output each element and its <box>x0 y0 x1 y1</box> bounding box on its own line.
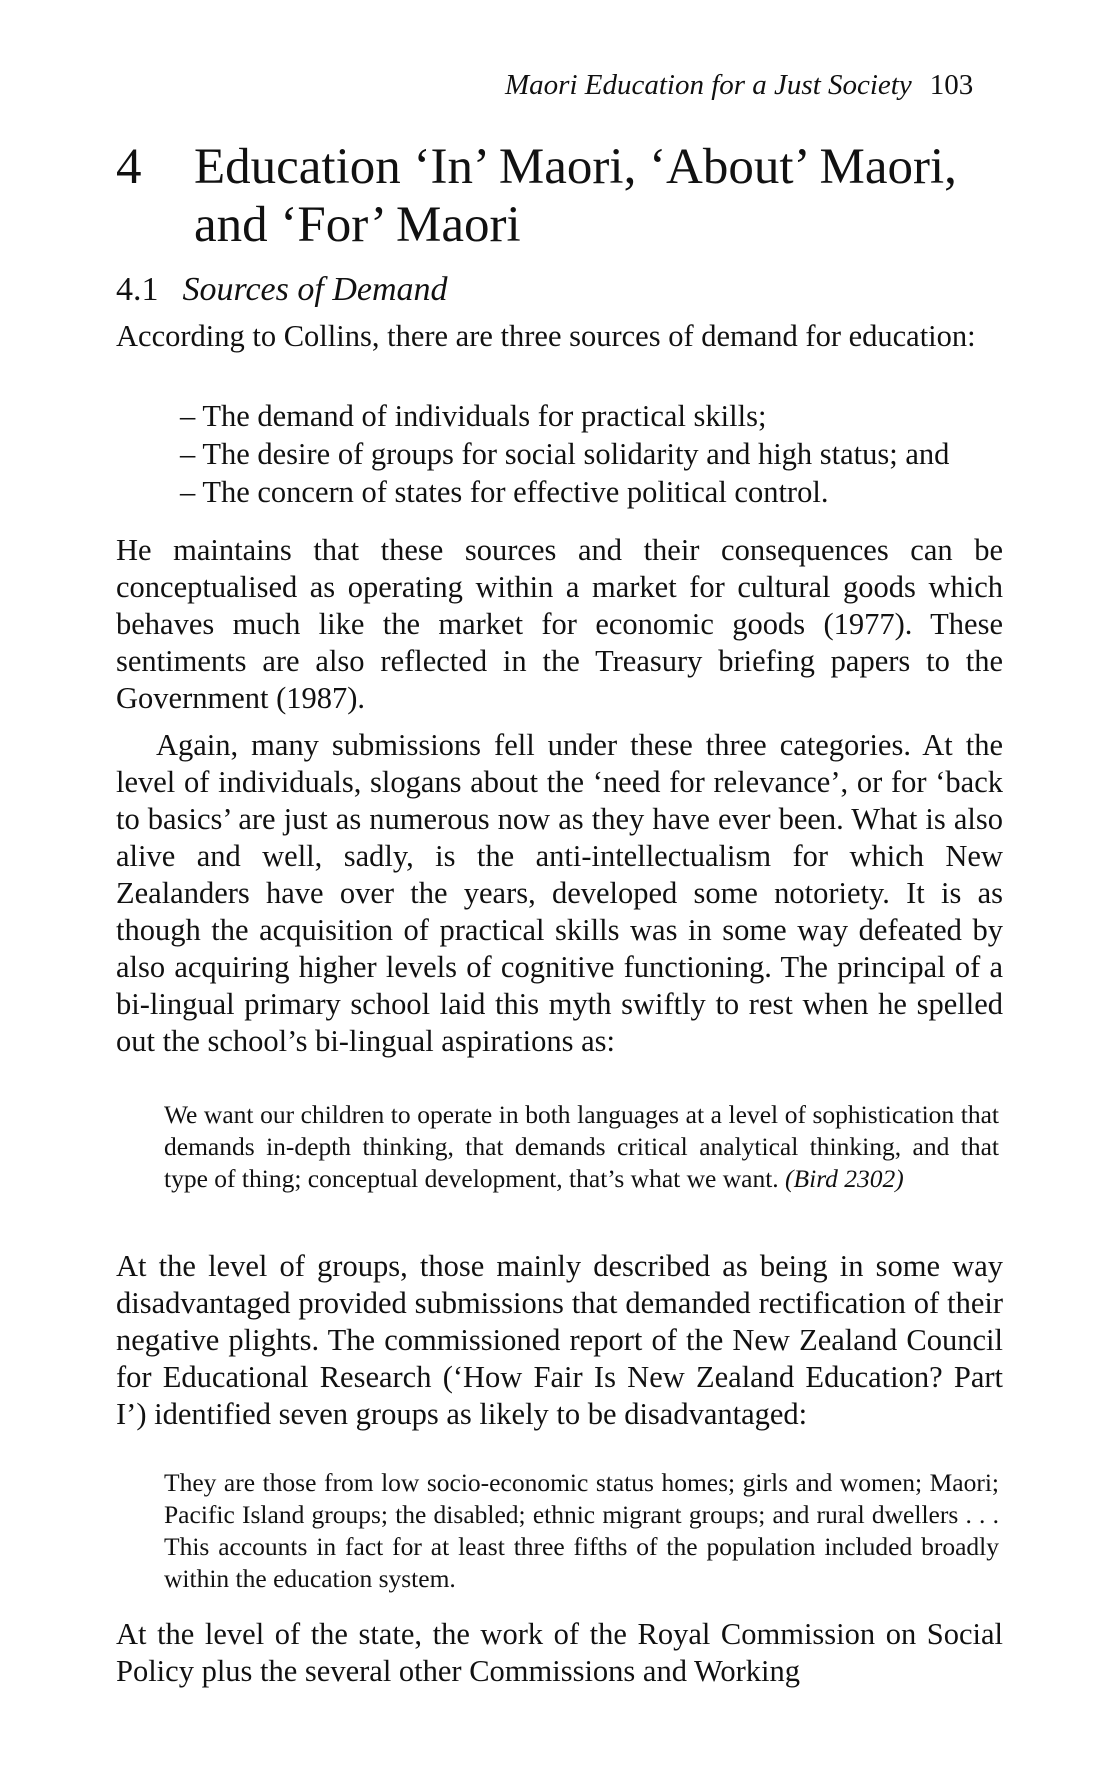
chapter-title: Education ‘In’ Maori, ‘About’ Maori, and ‘For’ Maori <box>194 139 957 253</box>
quote-citation: (Bird 2302) <box>785 1164 904 1193</box>
running-head-title: Maori Education for a Just Society <box>505 69 912 101</box>
paragraph-collins: He maintains that these sources and their consequences can be conceptualised as operating within a market for cultural goods which behaves much like the market for economic goods (1977). These sentiments are also reflected in the Treasury briefing papers to the Government (1987). <box>116 533 1003 715</box>
quote-text: We want our children to operate in both languages at a level of sophistication that demands in-depth thinking, that demands critical analytical thinking, and that type of thing; conceptual development, that’s what we want. <box>164 1100 999 1193</box>
list-item: – The concern of states for effective political control. <box>180 475 829 509</box>
paragraph-again: Again, many submissions fell under these three categories. At the level of individuals, slogans about the ‘need for relevance’, or for ‘back to basics’ are just as numerous now as they have ever been. What is also alive and well, sadly, is the anti-intellectualism for which New Zealanders have over the years, developed some notoriety. It is as though the acquisition of practical skills was in some way defeated by also acquiring higher levels of cognitive functioning. The principal of a bi-lingual primary school laid this myth swiftly to rest when he spelled out the school’s bi-lingual aspirations as: <box>116 728 1003 1058</box>
section-number: 4.1 <box>116 271 159 308</box>
page-number: 103 <box>929 69 974 101</box>
paragraph-intro: According to Collins, there are three sources of demand for education: <box>116 319 976 353</box>
section-heading <box>116 270 1016 310</box>
block-quote-bird <box>164 1099 999 1195</box>
section-title: Sources of Demand <box>182 271 448 308</box>
paragraph-groups: At the level of groups, those mainly described as being in some way disadvantaged provided submissions that demanded rectification of their negative plights. The commissioned report of the New Zealand Council for Educational Research (‘How Fair Is New Zealand Education? Part I’) identified seven groups as likely to be disadvantaged: <box>116 1249 1003 1431</box>
list-item: – The desire of groups for social solidarity and high status; and <box>180 437 950 471</box>
chapter-number: 4 <box>116 139 142 195</box>
running-head <box>505 68 1005 102</box>
paragraph-state: At the level of the state, the work of the Royal Commission on Social Policy plus the several other Commissions and Working <box>116 1617 1003 1688</box>
demand-list <box>180 398 1010 512</box>
block-quote-report <box>164 1467 999 1595</box>
quote-text: They are those from low socio-economic status homes; girls and women; Maori; Pacific Island groups; the disabled; ethnic migrant groups; and rural dwellers . . . This accounts in fact for at least three fifths of the population included broadly within the education system. <box>164 1468 999 1593</box>
list-item: – The demand of individuals for practical skills; <box>180 399 767 433</box>
